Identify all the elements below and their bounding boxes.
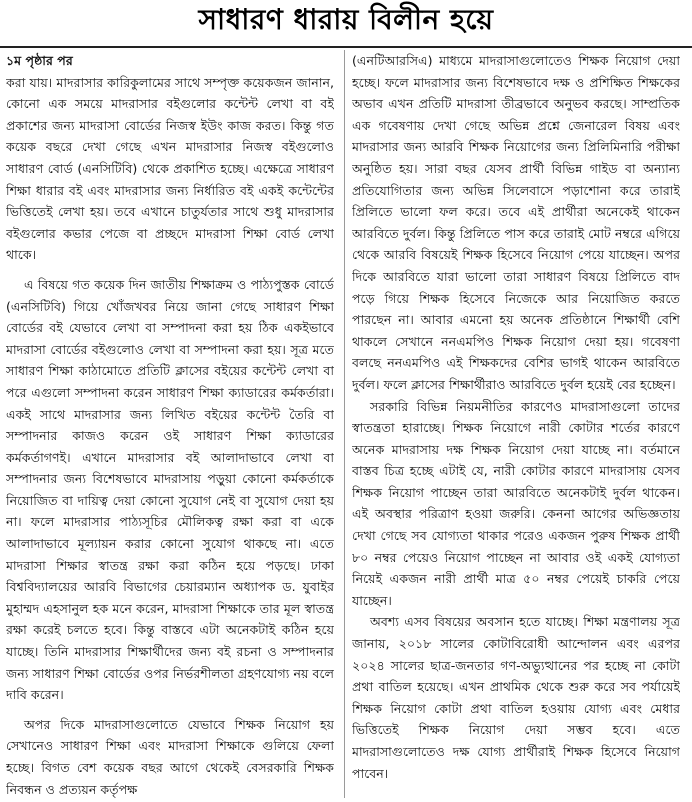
paragraph: অবশ্য এসব বিষয়ের অবসান হতে যাচ্ছে। শিক্ষা মন্ত্রণালয় সূত্র জানায়, ২০১৮ সালের কোটাবিরোধী আন্দোলন এবং এরপর ২০২৪ সালের ছাত্র-জনতার গণ-অভ্যুত্থানের পর হচ্ছে না কোটা প্রথা বাতিল হয়েছে। এখন প্রাথমিক থেকে শুরু করে সব পর্যায়েই শিক্ষক নিয়োগ কোটা প্রথা বাতিল হওয়ায় যোগ্য এবং মেধার ভিত্তিতেই শিক্ষক নিয়োগ দেয়া সম্ভব হবে। এতে মাদরাসাগুলোতেও দক্ষ যোগ্য প্রার্থীরাই শিক্ষক হিসেবে নিয়োগ পাবেন। — [352, 614, 680, 781]
paragraph: করা যায়। মাদরাসার কারিকুলামের সাথে সম্পৃক্ত কয়েকজন জানান, কোনো এক সময়ে মাদরাসার বইগুলোর কন্টেন্ট লেখা বা বই প্রকাশের জন্য মাদরাসা বোর্ডের নিজস্ব ইউং কাজ করত। কিন্তু গত কয়েক বছরে দেখা গেছে এখন মাদরাসার নিজস্ব বইগুলোও সাধারণ বোর্ড (এনসিটিবি) থেকে প্রকাশিত হচ্ছে। এক্ষেত্রে সাধারণ শিক্ষা ধারার বই এবং মাদরাসার জন্য নির্ধারিত বই একই কন্টেন্টের ভিত্তিতেই লেখা হয়। তবে এখানে চাতুর্যতার সাথে শুধু মাদরাসার বইগুলোর কভার পেজে বা প্রচ্ছদে মাদরাসা শিক্ষা বোর্ড লেখা থাকে। — [6, 74, 334, 263]
paragraph: এ বিষয়ে গত কয়েক দিন জাতীয় শিক্ষাক্রম ও পাঠ্যপুস্তক বোর্ডে (এনসিটিবি) গিয়ে খোঁজখবর নিয়ে জানা গেছে সাধারণ শিক্ষা বোর্ডের বই যেভাবে লেখা বা সম্পাদনা করা হয় ঠিক একইভাবে মাদরাসা বোর্ডের বইগুলোও লেখা বা সম্পাদনা করা হয়। সূত্র মতে সাধারণ শিক্ষা কাঠামোতে প্রতিটি ক্লাসের বইয়ের কন্টেন্ট লেখা বা পরে এগুলো সম্পাদনা করেন সাধারণ শিক্ষা ক্যাডারের কর্মকর্তারা। একই সাথে মাদরাসার জন্য লিখিত বইয়ের কন্টেন্ট তৈরি বা সম্পাদনার কাজও করেন ওই সাধারণ শিক্ষা ক্যাডারের কর্মকর্তাগণই। এখানে মাদরাসার বই আলাদাভাবে লেখা বা সম্পাদনার জন্য বিশেষভাবে মাদরাসায় পড়ুয়া কোনো কর্মকর্তাকে নিয়োজিত বা দায়িত্ব দেয়া কোনো সুযোগ নেই বা সুযোগ দেয়া হয় না। ফলে মাদরাসার পাঠ্যসূচির মৌলিকত্ব রক্ষা করা বা একে আলাদাভাবে মূল্যায়ন করার কোনো সুযোগ থাকছে না। এতে মাদরাসা শিক্ষার স্বাতন্ত্র রক্ষা করা কঠিন হয়ে পড়ছে। ঢাকা বিশ্ববিদ্যালয়ের আরবি বিভাগের চেয়ারম্যান অধ্যাপক ড. যুবাইর মুহাম্মদ এহসানুল হক মনে করেন, মাদরাসা শিক্ষাকে তার মূল স্বাতন্ত্র রক্ষা করেই চলতে হবে। কিন্তু বাস্তবে এটা অনেকটাই কঠিন হয়ে যাচ্ছে। তিনি মাদরাসার শিক্ষার্থীদের জন্য বই রচনা ও সম্পাদনার জন্য সাধারণ শিক্ষা বোর্ডের ওপর নির্ভরশীলতা গ্রহণযোগ্য নয় বলে দাবি করেন। — [6, 276, 334, 703]
paragraph: (এনটিআরসিএ) মাধ্যমে মাদরাসাগুলোতেও শিক্ষক নিয়োগ দেয়া হচ্ছে। ফলে মাদরাসার জন্য বিশেষভাবে দক্ষ ও প্রশিক্ষিত শিক্ষকের অভাব এখন প্রতিটি মাদরাসা তীব্রভাবে অনুভব করছে। সাম্প্রতিক এক গবেষণায় দেখা গেছে অভিন্ন প্রশ্নে জেনারেল বিষয় এবং মাদরাসার জন্য আরবি শিক্ষক নিয়োগের জন্য প্রিলিমিনারি পরীক্ষা অনুষ্ঠিত হয়। সারা বছর যেসব প্রার্থী বিভিন্ন গাইড বা অন্যান্য প্রতিযোগিতার জন্য অভিন্ন সিলেবাসে পড়াশোনা করে তারাই প্রিলিতে ভালো ফল করে। তবে এই প্রার্থীরা অনেকেই থাকেন আরবিতে দুর্বল। কিন্তু প্রিলিতে পাস করে তারাই মোট নম্বরে এগিয়ে থেকে আরবি বিষয়েই শিক্ষক হিসেবে নিয়োগ পেয়ে যাচ্ছেন। অপর দিকে আরবিতে যারা ভালো তারা সাধারণ বিষয়ে প্রিলিতে বাদ পড়ে গিয়ে শিক্ষক হিসেবে নিজেকে আর নিয়োজিত করতে পারছেন না। আবার এমনো হয় অনেক প্রতিষ্ঠানে শিক্ষার্থী বেশি থাকলে সেখানে ননএমপিও শিক্ষক নিয়োগ দেয়া হয়। গবেষণা বলছে ননএমপিও এই শিক্ষকদের বেশির ভাগই থাকেন আরবিতে দুর্বল। ফলে ক্লাসের শিক্ষার্থীরাও আরবিতে দুর্বল হয়েই বের হচ্ছেন। — [352, 53, 680, 392]
continued-from-label: ১ম পৃষ্ঠার পর — [6, 53, 73, 68]
paragraph: সরকারি বিভিন্ন নিয়মনীতির কারণেও মাদরাসাগুলো তাদের স্বাতন্ত্রতা হারাচ্ছে। শিক্ষক নিয়োগে নারী কোটার শর্তের কারণে অনেক মাদরাসায় দক্ষ শিক্ষক নিয়োগ দেয়া যাচ্ছে না। বর্তমানে বাস্তব চিত্র হচ্ছে এটাই যে, নারী কোটার কারণে মাদরাসায় যেসব শিক্ষক নিয়োগ পাচ্ছেন তারা আরবিতে অনেকটাই দুর্বল থাকেন। এই অবস্থার পরিত্রাণ হওয়া জরুরি। কেননা আগের অভিজ্ঞতায় দেখা গেছে সব যোগ্যতা থাকার পরেও একজন পুরুষ শিক্ষক প্রার্থী ৮০ নম্বর পেয়েও নিয়োগ পাচ্ছেন না আবার ওই একই যোগ্যতা নিয়েই একজন নারী প্রার্থী মাত্র ৫০ নম্বর পেয়েই চাকরি পেয়ে যাচ্ছেন। — [352, 398, 680, 608]
left-column — [6, 50, 334, 798]
headline-rule — [0, 46, 692, 48]
headline: সাধারণ ধারায় বিলীন হয়ে — [198, 3, 494, 36]
right-column — [352, 50, 680, 798]
column-divider — [344, 50, 345, 798]
paragraph: অপর দিকে মাদরাসাগুলোতে যেভাবে শিক্ষক নিয়োগ হয় সেখানেও সাধারণ শিক্ষা এবং মাদরাসা শিক্ষাকে গুলিয়ে ফেলা হচ্ছে। বিগত বেশ কয়েক বছর আগে থেকেই বেসরকারি শিক্ষক নিবন্ধন ও প্রত্যয়ন কর্তৃপক্ষ — [6, 716, 334, 797]
